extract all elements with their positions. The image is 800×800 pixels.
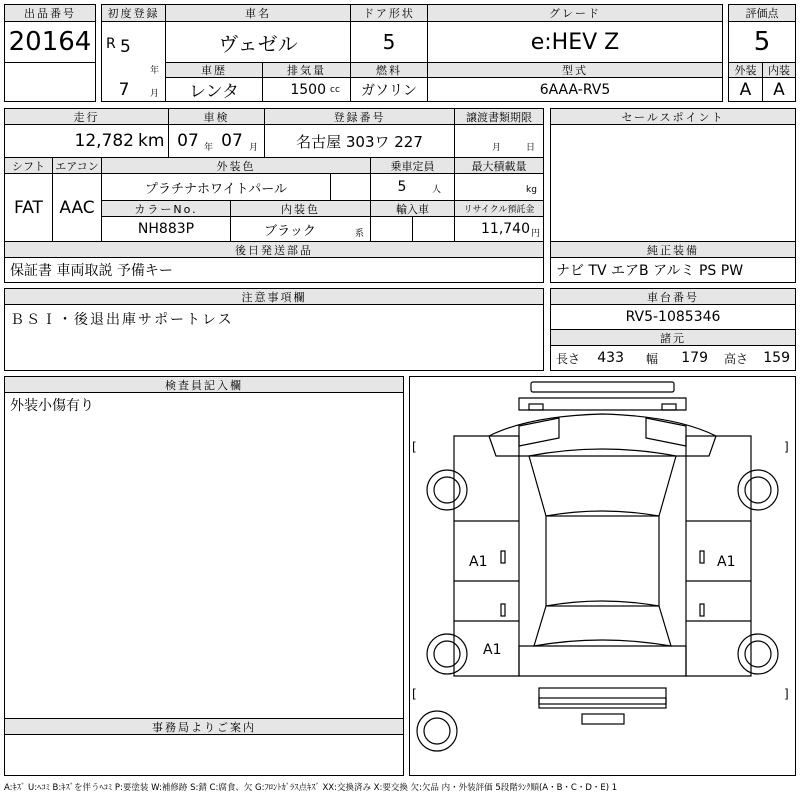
color-no-value: NH883P <box>137 221 195 237</box>
recycle-unit: 円 <box>531 228 541 239</box>
later-parts-label: 後日発送部品 <box>4 241 544 258</box>
rear-bumper-lower <box>539 698 666 708</box>
import-box-1 <box>370 216 413 242</box>
inspector-value: 外装小傷有り <box>10 398 94 414</box>
notes-value: ＢＳＩ・後退出庫サポートレス <box>10 312 234 328</box>
dims-length-value: 433 <box>597 350 624 366</box>
office-box <box>4 734 404 776</box>
mileage-unit: km <box>138 131 165 151</box>
dims-width-label: 幅 <box>646 351 659 366</box>
int-color-label: 内装色 <box>230 200 371 217</box>
history-value: レンタ <box>189 82 239 102</box>
first-reg-era: R <box>106 36 116 52</box>
damage-mark-right: A1 <box>717 554 736 570</box>
capacity-unit: 人 <box>432 184 442 195</box>
front-bumper-lower <box>519 398 686 410</box>
wheel-rear-left <box>427 634 467 674</box>
rear-plate <box>582 714 624 724</box>
office-label: 事務局よりご案内 <box>4 718 404 735</box>
max-load-unit: kg <box>526 185 537 195</box>
windshield <box>529 449 676 516</box>
fuel-value: ガソリン <box>361 82 417 99</box>
exterior-grade-label: 外装 <box>728 62 763 78</box>
interior-grade-label: 内装 <box>762 62 796 78</box>
model-value: 6AAA-RV5 <box>539 81 611 98</box>
inspection-month: 07 <box>221 131 243 151</box>
door-value: 5 <box>382 30 396 54</box>
ext-color-label: 外装色 <box>101 157 371 174</box>
dims-label: 諸元 <box>550 329 796 346</box>
displacement-value: 1500 <box>290 81 326 98</box>
door-label: ドア形状 <box>350 4 428 22</box>
car-name-label: 車名 <box>165 4 351 22</box>
aircon-label: エアコン <box>52 157 102 174</box>
inspection-year-unit: 年 <box>204 142 214 153</box>
shift-value: FAT <box>14 197 43 218</box>
interior-grade-value: A <box>773 79 785 100</box>
grade-value: e:HEV Z <box>530 29 620 55</box>
inspector-box <box>4 392 404 719</box>
sales-point-box <box>550 124 796 242</box>
color-no-label: カラーNo. <box>101 200 231 217</box>
dims-width-value: 179 <box>681 350 708 366</box>
bracket-open-2: [ <box>412 687 417 701</box>
wheel-front-right <box>738 470 778 510</box>
car-diagram <box>409 376 796 776</box>
bracket-open-1: [ <box>412 440 417 454</box>
lot-empty <box>4 62 96 102</box>
first-reg-year-unit: 年 <box>150 65 160 76</box>
headlights <box>519 418 686 446</box>
recycle-label: リサイクル預託金 <box>454 200 544 217</box>
int-color-value: ブラック <box>264 223 316 239</box>
damage-mark-left: A1 <box>469 554 488 570</box>
recycle-value: 11,740 <box>481 221 530 237</box>
plate-value: 名古屋 303ワ 227 <box>296 132 423 151</box>
inspection-year: 07 <box>177 131 199 151</box>
chassis-label: 車台番号 <box>550 288 796 305</box>
fog-lamp-right <box>662 404 676 410</box>
shift-label: シフト <box>4 157 53 174</box>
genuine-label: 純正装備 <box>550 241 796 258</box>
inspector-label: 検査員記入欄 <box>4 376 404 393</box>
wheel-rear-right <box>738 634 778 674</box>
first-reg-month: 7 <box>118 80 130 100</box>
max-load-label: 最大積載量 <box>454 157 544 174</box>
first-reg-year: 5 <box>120 37 131 57</box>
notes-label: 注意事項欄 <box>4 288 544 305</box>
bracket-close-2: ] <box>784 687 789 701</box>
first-reg-month-unit: 月 <box>150 88 160 99</box>
genuine-value: ナビ TV エアB アルミ PS PW <box>556 263 744 279</box>
fuel-label: 燃料 <box>350 62 428 78</box>
fog-lamp-left <box>529 404 543 410</box>
damage-mark-rear-left: A1 <box>483 642 502 658</box>
capacity-label: 乗車定員 <box>370 157 455 174</box>
int-color-unit: 系 <box>355 228 365 239</box>
transfer-day-unit: 日 <box>526 142 536 153</box>
dims-height-value: 159 <box>763 350 790 366</box>
hood <box>489 414 716 456</box>
lot-label: 出品番号 <box>4 4 96 22</box>
first-reg-label: 初度登録 <box>101 4 166 22</box>
ext-color-value: プラチナホワイトパール <box>144 181 288 197</box>
car-name: ヴェゼル <box>218 31 298 56</box>
grade-label: グレード <box>427 4 723 22</box>
plate-label: 登録番号 <box>264 108 455 125</box>
roof <box>546 516 659 606</box>
legend-text: A:ｷｽﾞ U:ﾍｺﾐ B:ｷｽﾞを伴うﾍｺﾐ P:要塗装 W:補修跡 S:錆 C:腐食、欠 G:ﾌﾛﾝﾄｶﾞﾗｽ点ｷｽﾞ XX:交換済み X:要交換 欠:欠品 内・外装評価 5段階ﾗﾝｸ順(A・B・C・D・E) 1 <box>4 783 618 793</box>
chassis-value: RV5-1085346 <box>625 309 721 325</box>
bracket-close-1: ] <box>784 440 789 454</box>
lot-number: 20164 <box>8 27 92 57</box>
dims-height-label: 高さ <box>724 351 749 366</box>
spare-wheel <box>417 711 457 751</box>
front-bumper <box>531 382 674 392</box>
displacement-label: 排気量 <box>262 62 351 78</box>
rear-bumper <box>539 688 666 704</box>
import-box-2 <box>412 216 455 242</box>
ext-color-extra <box>330 173 371 201</box>
import-label: 輸入車 <box>370 200 455 217</box>
model-label: 型式 <box>427 62 723 78</box>
mileage-value: 12,782 <box>74 131 134 151</box>
exterior-grade-value: A <box>739 79 752 100</box>
history-label: 車歴 <box>165 62 263 78</box>
transfer-month-unit: 月 <box>492 142 502 153</box>
mileage-label: 走行 <box>4 108 169 125</box>
score-value: 5 <box>753 27 771 57</box>
inspection-label: 車検 <box>168 108 265 125</box>
later-parts-value: 保証書 車両取説 予備キー <box>10 263 173 279</box>
rear-gate <box>519 646 686 676</box>
displacement-unit: cc <box>330 85 340 95</box>
dims-length-label: 長さ <box>556 351 581 366</box>
rear-window <box>534 601 671 646</box>
wheel-front-left <box>427 470 467 510</box>
transfer-label: 譲渡書類期限 <box>454 108 544 125</box>
sales-point-label: セールスポイント <box>550 108 796 125</box>
aircon-value: AAC <box>59 197 95 218</box>
score-label: 評価点 <box>728 4 796 22</box>
capacity-value: 5 <box>397 179 407 195</box>
inspection-month-unit: 月 <box>249 142 259 153</box>
